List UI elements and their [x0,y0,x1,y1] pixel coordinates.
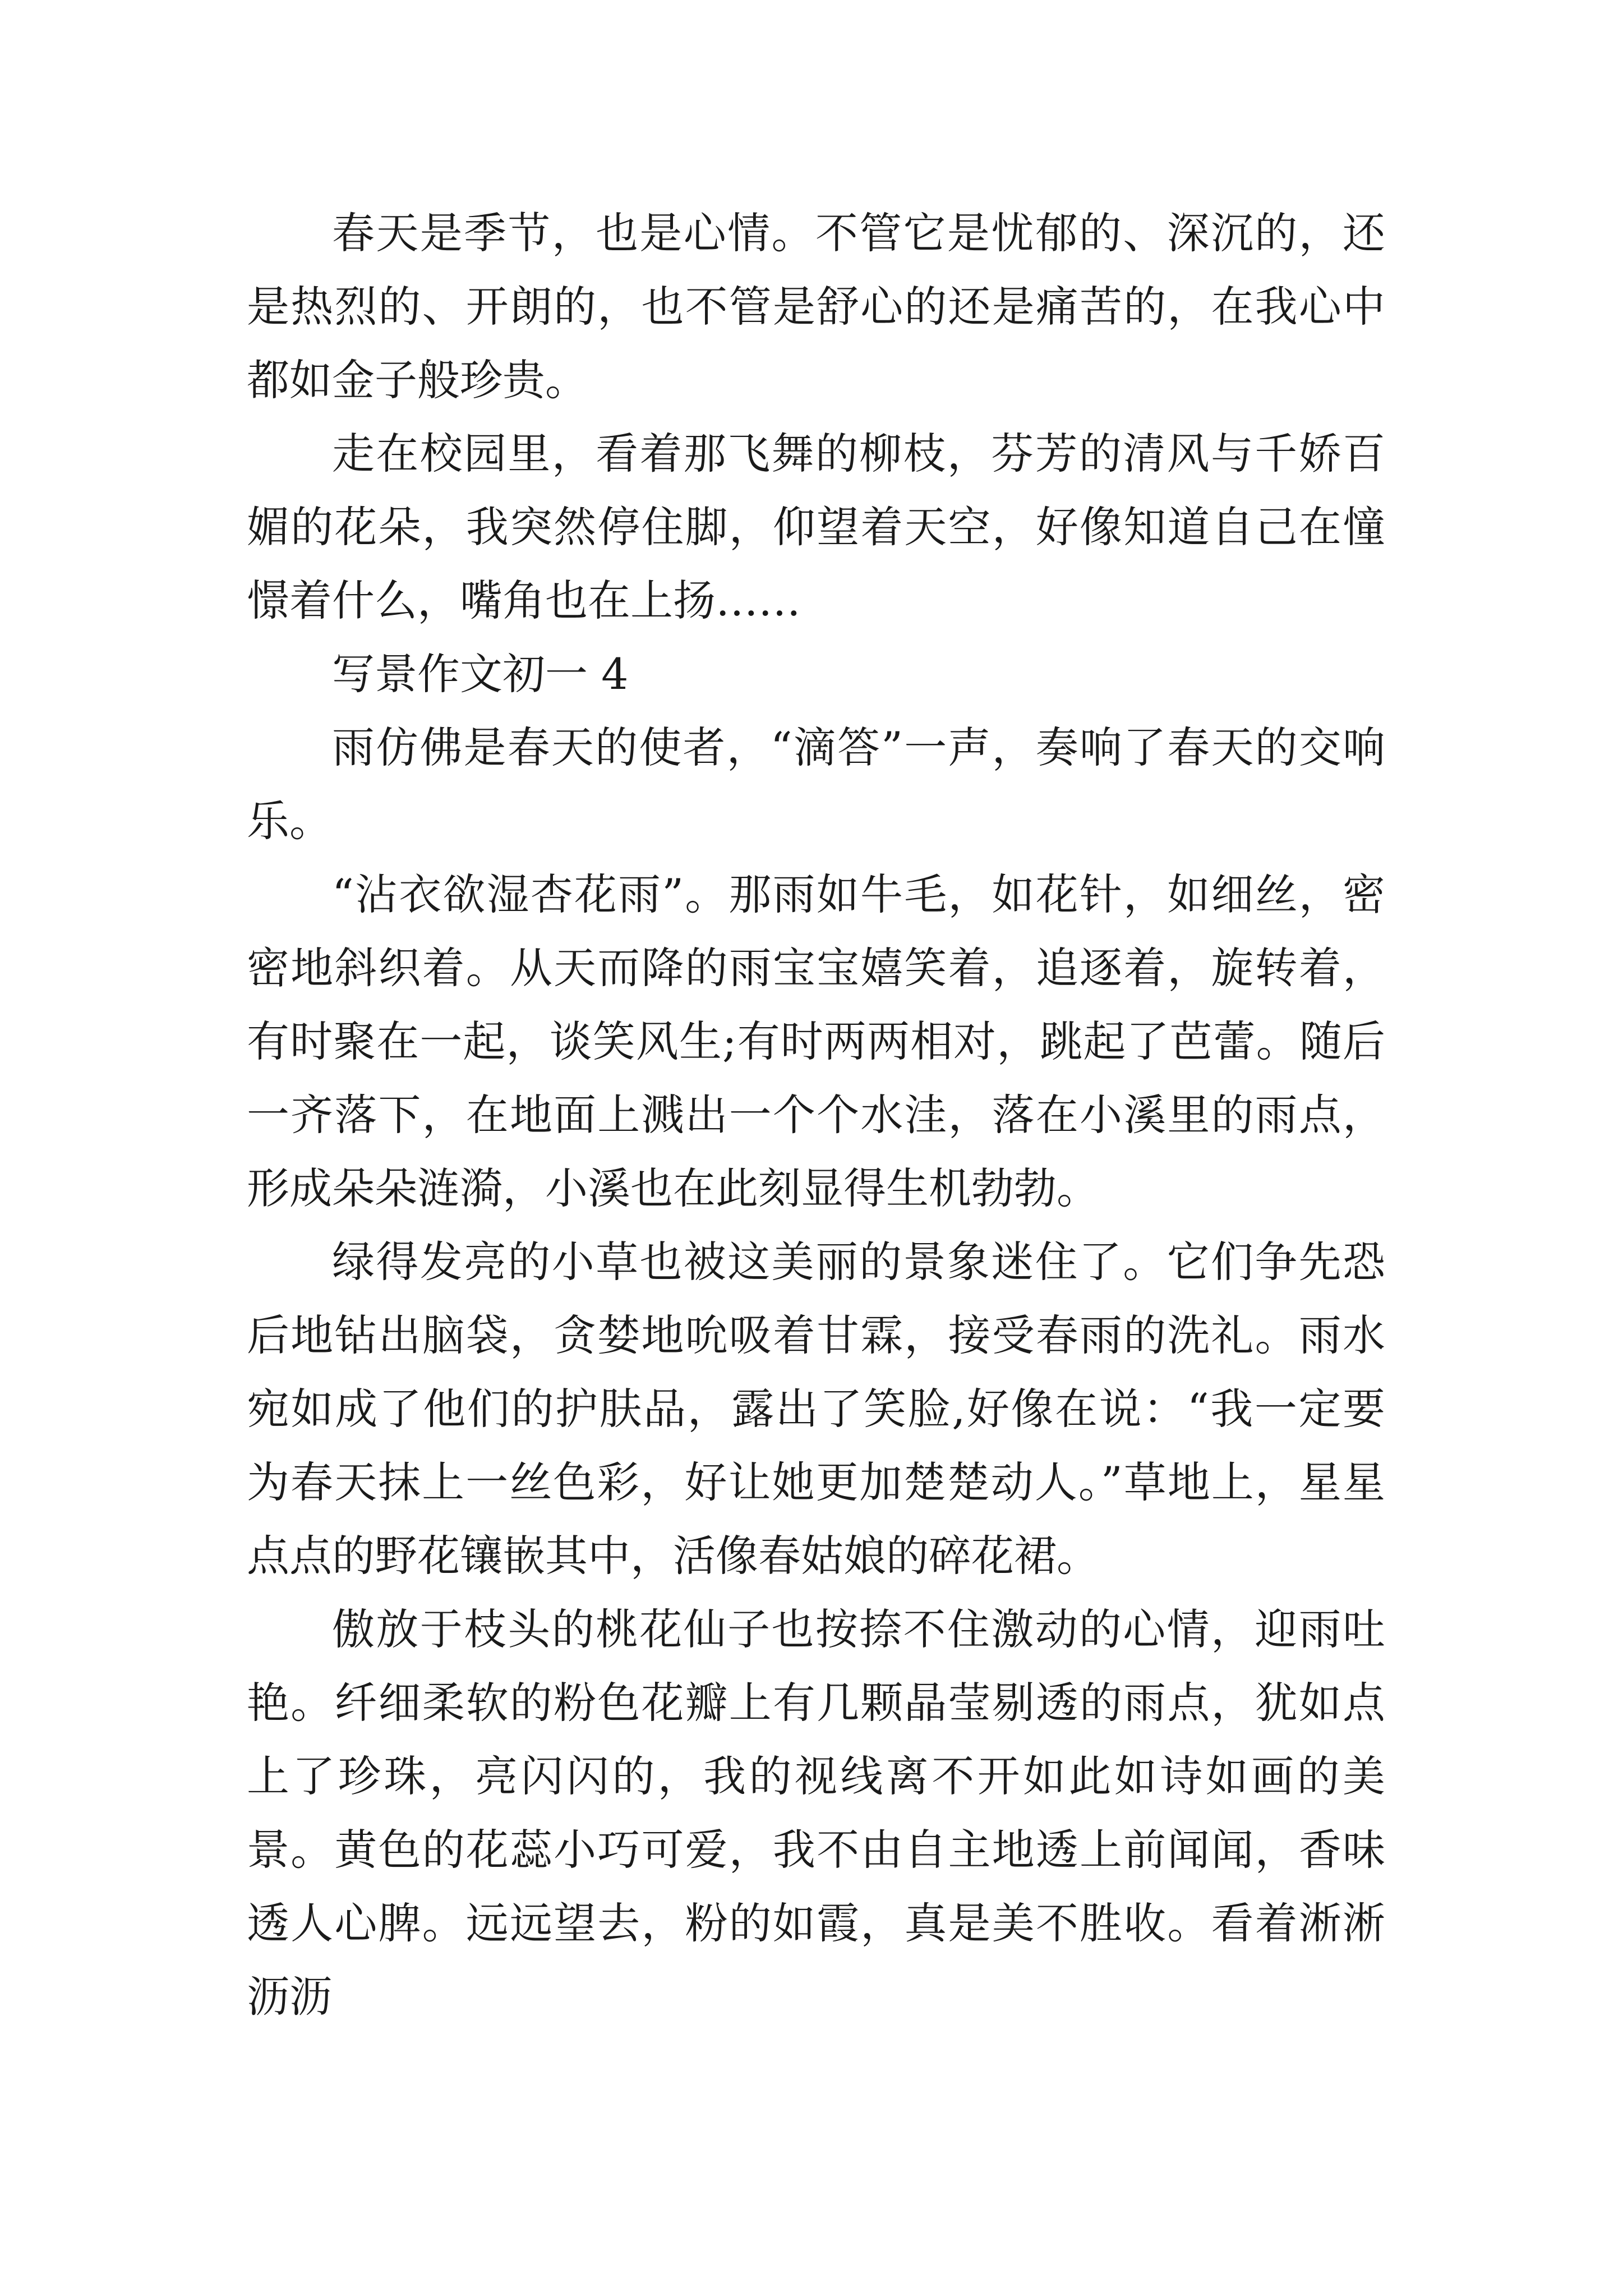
paragraph-2: 走在校园里，看着那飞舞的柳枝，芬芳的清风与千娇百媚的花朵，我突然停住脚，仰望着天空，好像知道自己在憧憬着什么，嘴角也在上扬…… [247,429,1385,625]
paragraph-3: 雨仿佛是春天的使者，“滴答”一声，奏响了春天的交响乐。 [247,723,1385,846]
paragraph-1: 春天是季节，也是心情。不管它是忧郁的、深沉的，还是热烈的、开朗的，也不管是舒心的还是痛苦的，在我心中都如金子般珍贵。 [247,208,1385,405]
paragraph-4: “沾衣欲湿杏花雨”。那雨如牛毛，如花针，如细丝，密密地斜织着。从天而降的雨宝宝嬉笑着，追逐着，旋转着，有时聚在一起，谈笑风生;有时两两相对，跳起了芭蕾。随后一齐落下，在地面上溅出一个个水洼，落在小溪里的雨点，形成朵朵涟漪，小溪也在此刻显得生机勃勃。 [247,869,1385,1213]
document-body [247,196,1385,2033]
section-heading: 写景作文初一 4 [332,649,629,699]
paragraph-5: 绿得发亮的小草也被这美丽的景象迷住了。它们争先恐后地钻出脑袋，贪婪地吮吸着甘霖，接受春雨的洗礼。雨水宛如成了他们的护肤品，露出了笑脸,好像在说：“我一定要为春天抹上一丝色彩，好让她更加楚楚动人。”草地上，星星点点的野花镶嵌其中，活像春姑娘的碎花裙。 [247,1237,1385,1581]
paragraph-6: 傲放于枝头的桃花仙子也按捺不住激动的心情，迎雨吐艳。纤细柔软的粉色花瓣上有几颗晶莹剔透的雨点，犹如点上了珍珠，亮闪闪的，我的视线离不开如此如诗如画的美景。黄色的花蕊小巧可爱，我不由自主地透上前闻闻，香味透人心脾。远远望去，粉的如霞，真是美不胜收。看着淅淅沥沥 [247,1604,1385,2022]
